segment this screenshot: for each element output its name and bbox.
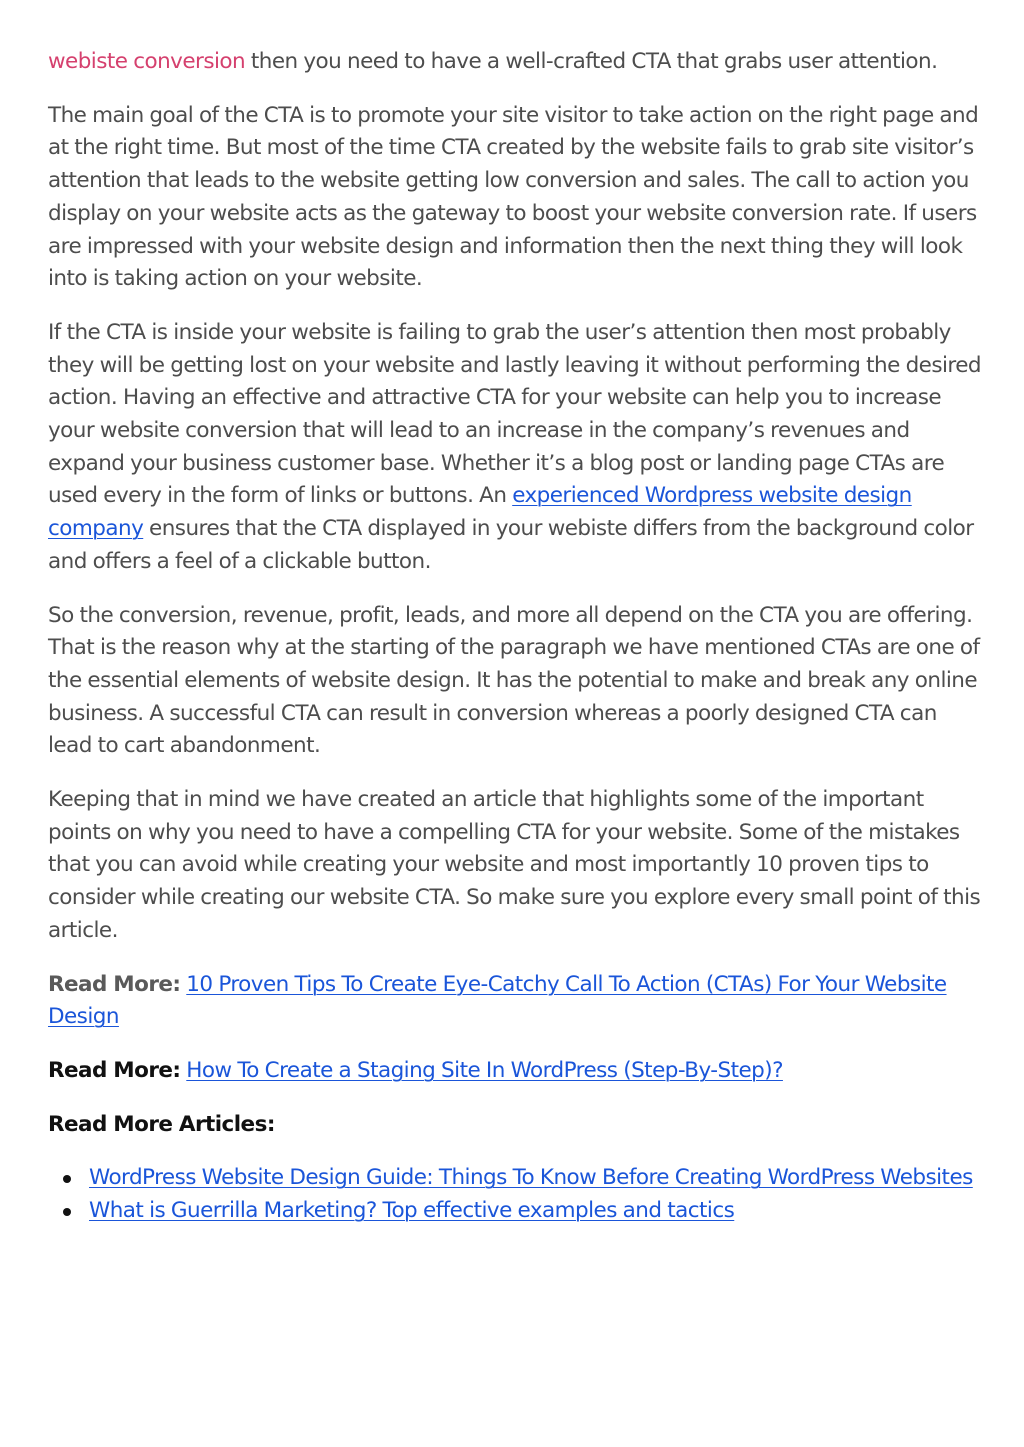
read-more-label: Read More: xyxy=(48,1057,181,1083)
list-item xyxy=(89,1195,983,1228)
link-cta-tips[interactable]: 10 Proven Tips To Create Eye-Catchy Call To Action (CTAs) For Your Website Design xyxy=(48,971,947,1030)
paragraph-conversion: So the conversion, revenue, profit, leads, and more all depend on the CTA you are offering. That is the reason why at the starting of the paragraph we have mentioned CTAs are one of the essential elements of website design. It has the potential to make and break any online business. A successful CTA can result in conversion whereas a poorly designed CTA can lead to cart abandonment. xyxy=(48,602,980,759)
list-item xyxy=(89,1162,983,1195)
link-guerrilla-marketing[interactable]: What is Guerrilla Marketing? Top effective examples and tactics xyxy=(89,1198,735,1224)
link-wordpress-design-guide[interactable]: WordPress Website Design Guide: Things To Know Before Creating WordPress Websites xyxy=(89,1165,973,1191)
paragraph-cta-failing-before: If the CTA is inside your website is failing to grab the user’s attention then most probably they will be getting lost on your website and lastly leaving it without performing the desired action. Having an effective and attractive CTA for your website can help you to increase your website conversion that will lead to an increase in the company’s revenues and expand your business customer base. Whether it’s a blog post or landing page CTAs are used every in the form of links or buttons. An xyxy=(48,319,982,509)
paragraph-intro-text: then you need to have a well-crafted CTA that grabs user attention. xyxy=(245,49,938,74)
article-body xyxy=(48,46,983,1228)
paragraph-intro xyxy=(48,46,983,79)
read-more-articles-heading: Read More Articles: xyxy=(48,1111,275,1137)
paragraph-cta-failing-after: ensures that the CTA displayed in your webiste differs from the background color and offers a feel of a clickable button. xyxy=(48,516,974,574)
read-more-1 xyxy=(48,969,983,1034)
read-more-2 xyxy=(48,1055,983,1088)
paragraph-article-summary: Keeping that in mind we have created an article that highlights some of the important points on why you need to have a compelling CTA for your website. Some of the mistakes that you can avoid while creating your website and most importantly 10 proven tips to consider while creating our website CTA. So make sure you explore every small point of this article. xyxy=(48,787,981,943)
paragraph-cta-goal: The main goal of the CTA is to promote your site visitor to take action on the right page and at the right time. But most of the time CTA created by the website fails to grab site visitor’s attention that leads to the website getting low conversion and sales. The call to action you display on your website acts as the gateway to boost your website conversion rate. If users are impressed with your website design and information then the next thing they will look into is taking action on your website. xyxy=(48,102,979,292)
paragraph-cta-failing xyxy=(48,317,983,579)
link-staging-site[interactable]: How To Create a Staging Site In WordPress (Step-By-Step)? xyxy=(186,1057,783,1083)
link-wordpress-design-company[interactable]: experienced Wordpress website design company xyxy=(48,483,912,542)
highlight-webiste-conversion: webiste conversion xyxy=(48,49,246,74)
read-more-articles-list xyxy=(48,1162,983,1227)
read-more-label: Read More: xyxy=(48,971,181,997)
